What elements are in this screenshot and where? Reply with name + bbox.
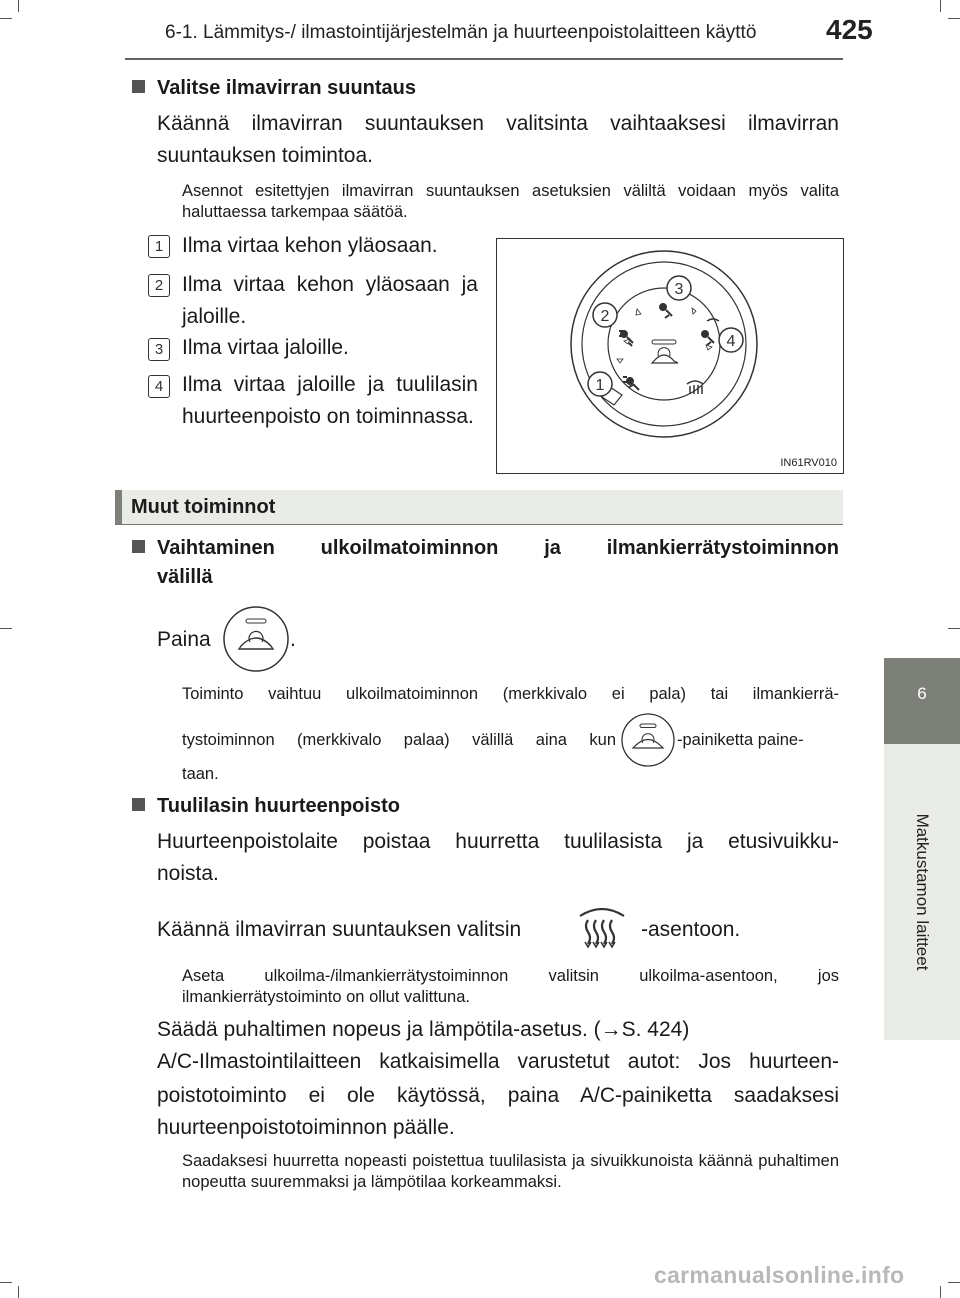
number-badge: 1 bbox=[148, 235, 170, 258]
crop-mark bbox=[0, 628, 12, 629]
running-header-title: 6-1. Lämmitys-/ ilmastointijärjestelmän ja huurteenpoistolaitteen käyttö bbox=[165, 22, 757, 43]
crop-mark bbox=[18, 1286, 19, 1298]
crop-mark bbox=[948, 1282, 960, 1283]
callout-2 bbox=[593, 303, 617, 327]
ac-line-1: A/C-Ilmastointilaitteen katkaisimella varustetut autot: Jos huurteen- bbox=[157, 1050, 839, 1073]
airflow-dial-diagram bbox=[497, 239, 843, 473]
recirc-heading-bullet bbox=[132, 537, 157, 560]
list-num-3 bbox=[148, 338, 170, 361]
number-badge: 4 bbox=[148, 375, 170, 398]
square-bullet-icon bbox=[132, 540, 145, 553]
bi-level-icon bbox=[619, 331, 633, 346]
recirculation-button-icon bbox=[222, 604, 290, 674]
crop-mark bbox=[948, 18, 960, 19]
number-badge: 2 bbox=[148, 274, 170, 297]
crop-mark bbox=[948, 628, 960, 629]
defroster-icon bbox=[687, 381, 703, 394]
recirc-heading-line1: Vaihtaminen ulkoilmatoiminnon ja ilmankierrätystoiminnon bbox=[157, 537, 839, 559]
recirc-note-line2-before: tystoiminnon (merkkivalo palaa) välillä aina kun bbox=[182, 731, 616, 749]
defog-note-2: Saadaksesi huurretta nopeasti poistettua tuulilasista ja sivuikkunoista käännä puhaltimen nopeutta suuremmaksi ja lämpötilaa korkeammaksi. bbox=[182, 1152, 839, 1191]
crop-mark bbox=[0, 18, 12, 19]
recirc-note-line1: Toiminto vaihtuu ulkoilmatoiminnon (merkkivalo ei pala) tai ilmankierrä- bbox=[182, 685, 839, 703]
airflow-dial-figure bbox=[496, 238, 844, 474]
defog-heading-text: Tuulilasin huurteenpoisto bbox=[157, 795, 400, 817]
square-bullet-icon bbox=[132, 80, 145, 93]
defog-body-line1: Huurteenpoistolaite poistaa huurretta tuulilasista ja etusivuikku- bbox=[157, 830, 839, 853]
adjust-text: Säädä puhaltimen nopeus ja lämpötila-asetus. (→S. 424) bbox=[157, 1018, 690, 1041]
recirc-heading bbox=[132, 537, 839, 560]
airflow-body: Käännä ilmavirran suuntauksen valitsinta vaihtaaksesi ilmavirran suuntauksen toimintoa. bbox=[157, 112, 839, 167]
defog-heading bbox=[132, 795, 400, 818]
figure-code: IN61RV010 bbox=[780, 457, 837, 469]
defroster-mode-icon bbox=[574, 906, 630, 954]
airflow-note: Asennot esitettyjen ilmavirran suuntauksen asetuksien väliltä voidaan myös valita haluttaessa tarkempaa säätöä. bbox=[182, 182, 839, 221]
callout-4-label: 4 bbox=[726, 333, 736, 350]
chapter-number: 6 bbox=[917, 684, 927, 703]
defog-body-line2: noista. bbox=[157, 862, 219, 885]
tick-mark bbox=[617, 359, 623, 363]
chapter-title-vertical bbox=[884, 744, 960, 1040]
callout-3-label: 3 bbox=[674, 281, 684, 298]
callout-2-label: 2 bbox=[600, 308, 610, 325]
header-rule bbox=[125, 58, 843, 60]
list-num-4 bbox=[148, 375, 170, 398]
list-item-2: Ilma virtaa kehon yläosaan ja jaloille. bbox=[182, 273, 478, 328]
turn-text-after: -asentoon. bbox=[641, 918, 741, 941]
tick-mark bbox=[692, 308, 696, 314]
turn-text-before: Käännä ilmavirran suuntauksen valitsin bbox=[157, 918, 522, 941]
recirc-heading-line2: välillä bbox=[157, 566, 213, 588]
square-bullet-icon bbox=[132, 798, 145, 811]
section-title: Muut toiminnot bbox=[131, 496, 276, 518]
tick-mark bbox=[636, 309, 641, 315]
section-bar-other-functions bbox=[115, 490, 843, 525]
list-num-1 bbox=[148, 235, 170, 258]
crop-mark bbox=[0, 1282, 12, 1283]
crop-mark bbox=[940, 1286, 941, 1298]
foot-vent-icon bbox=[660, 304, 672, 318]
crop-mark bbox=[940, 0, 941, 12]
airflow-heading-text: Valitse ilmavirran suuntaus bbox=[157, 77, 416, 99]
callout-1 bbox=[588, 372, 612, 396]
page-number: 425 bbox=[826, 14, 873, 45]
face-vent-icon bbox=[623, 377, 639, 390]
section-bar-accent bbox=[115, 490, 122, 524]
callout-3 bbox=[667, 276, 691, 300]
press-suffix: . bbox=[290, 628, 296, 651]
recirculation-button-small-icon bbox=[620, 712, 676, 768]
recirculation-icon bbox=[652, 355, 678, 363]
ac-line-2: poistotoiminto ei ole käytössä, paina A/C-painiketta saadaksesi bbox=[157, 1084, 839, 1107]
indicator-lamp bbox=[652, 340, 676, 344]
callout-4 bbox=[719, 328, 743, 352]
list-item-1: Ilma virtaa kehon yläosaan. bbox=[182, 234, 438, 257]
number-badge: 3 bbox=[148, 338, 170, 361]
crop-mark bbox=[18, 0, 19, 12]
press-label: Paina bbox=[157, 628, 211, 651]
list-item-3: Ilma virtaa jaloille. bbox=[182, 336, 349, 359]
defog-note-1: Aseta ulkoilma-/ilmankierrätystoiminnon valitsin ulkoilma-asentoon, jos ilmankierrätystoiminto on ollut valittuna. bbox=[182, 967, 839, 1006]
callout-1-label: 1 bbox=[595, 377, 605, 394]
chapter-title: Matkustamon laitteet bbox=[913, 813, 932, 971]
watermark: carmanualsonline.info bbox=[654, 1262, 905, 1288]
recirc-note-line2-after: -painiketta paine- bbox=[677, 731, 804, 749]
airflow-heading bbox=[132, 77, 416, 100]
list-item-4: Ilma virtaa jaloille ja tuulilasin huurteenpoisto on toiminnassa. bbox=[182, 373, 478, 428]
list-num-2 bbox=[148, 274, 170, 297]
recirc-note-line3: taan. bbox=[182, 765, 219, 783]
ac-line-3: huurteenpoistotoiminnon päälle. bbox=[157, 1116, 455, 1139]
tick-mark bbox=[706, 345, 712, 350]
